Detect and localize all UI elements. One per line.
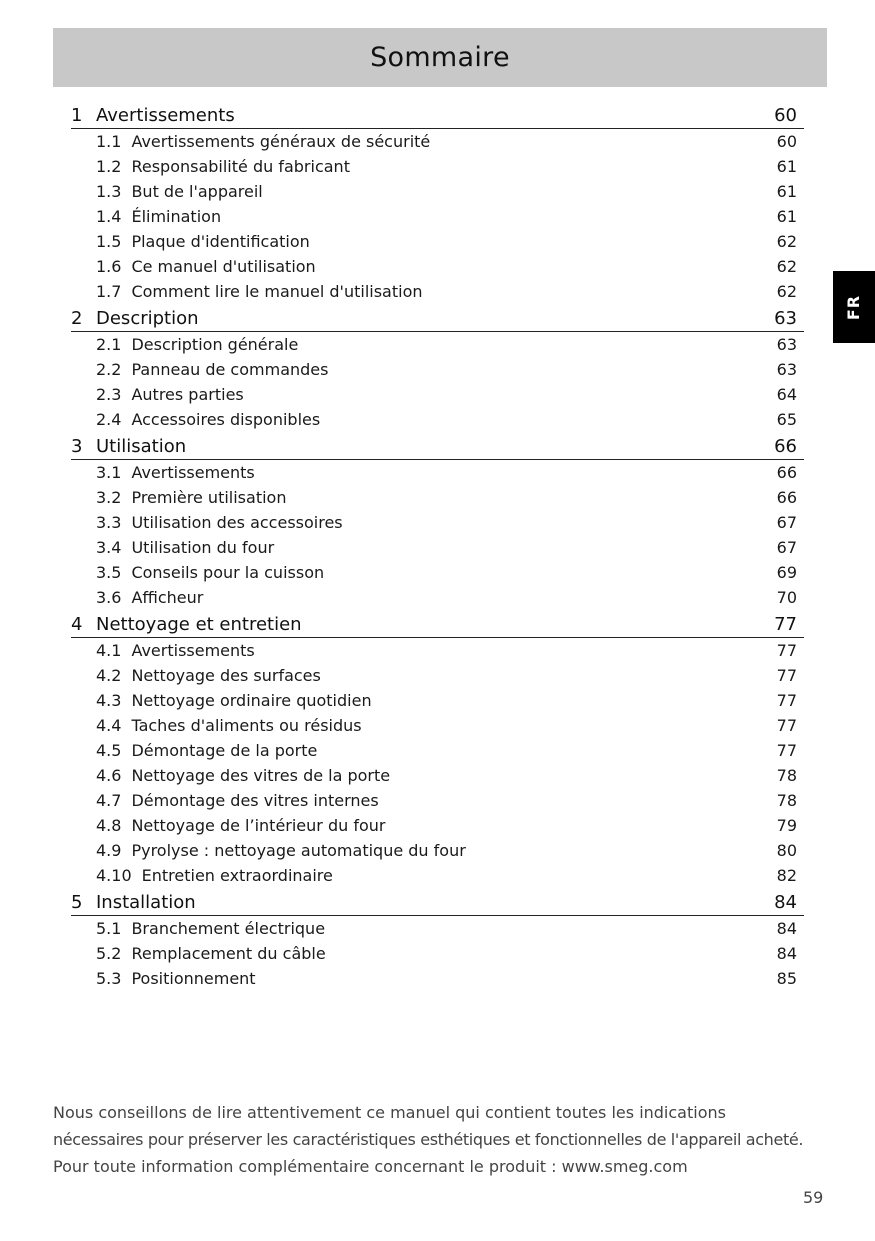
entry-number: 4.10 bbox=[96, 866, 132, 885]
entry-page-number: 85 bbox=[776, 969, 797, 988]
entry-page-number: 62 bbox=[776, 232, 797, 251]
entry-page-number: 80 bbox=[776, 841, 797, 860]
entry-title: Ce manuel d'utilisation bbox=[131, 257, 316, 276]
entry-title: Responsabilité du fabricant bbox=[131, 157, 350, 176]
entry-title: Panneau de commandes bbox=[131, 360, 329, 379]
entry-title: Utilisation des accessoires bbox=[131, 513, 343, 532]
entry-heading bbox=[96, 385, 244, 404]
entry-title: Élimination bbox=[131, 207, 222, 226]
language-label: FR bbox=[844, 294, 864, 320]
chapter-title: Description bbox=[96, 308, 199, 329]
entry-heading bbox=[96, 538, 274, 557]
toc-entry-2-2[interactable] bbox=[71, 357, 804, 382]
entry-heading bbox=[96, 232, 310, 251]
language-tab bbox=[833, 271, 875, 343]
entry-number: 4.6 bbox=[96, 766, 122, 785]
entry-title: Remplacement du câble bbox=[131, 944, 326, 963]
footer-line: Nous conseillons de lire attentivement ce manuel qui contient toutes les indications bbox=[53, 1103, 726, 1122]
page-header bbox=[53, 28, 827, 87]
toc-entry-4-10[interactable] bbox=[71, 863, 804, 888]
entry-page-number: 60 bbox=[776, 132, 797, 151]
entry-number: 2.1 bbox=[96, 335, 122, 354]
toc-entry-4-9[interactable] bbox=[71, 838, 804, 863]
entry-page-number: 84 bbox=[776, 944, 797, 963]
entry-page-number: 61 bbox=[776, 182, 797, 201]
entry-number: 4.8 bbox=[96, 816, 122, 835]
entry-page-number: 77 bbox=[776, 741, 797, 760]
entry-heading bbox=[96, 841, 466, 860]
entry-heading bbox=[96, 282, 423, 301]
entry-title: Description générale bbox=[131, 335, 299, 354]
entry-page-number: 63 bbox=[776, 335, 797, 354]
chapter-title: Avertissements bbox=[96, 105, 235, 126]
chapter-heading bbox=[71, 308, 199, 329]
toc-chapter-2[interactable] bbox=[71, 304, 804, 332]
entry-title: Conseils pour la cuisson bbox=[131, 563, 325, 582]
footer-line: nécessaires pour préserver les caractéristiques esthétiques et fonctionnelles de l'appareil acheté. bbox=[53, 1130, 804, 1149]
entry-heading bbox=[96, 666, 321, 685]
entry-title: Taches d'aliments ou résidus bbox=[131, 716, 362, 735]
chapter-number: 4 bbox=[71, 614, 83, 635]
toc-entry-1-5[interactable] bbox=[71, 229, 804, 254]
entry-heading bbox=[96, 157, 350, 176]
entry-heading bbox=[96, 513, 343, 532]
toc-entry-2-4[interactable] bbox=[71, 407, 804, 432]
entry-heading bbox=[96, 360, 328, 379]
entry-heading bbox=[96, 716, 362, 735]
entry-heading bbox=[96, 741, 317, 760]
entry-page-number: 66 bbox=[776, 463, 797, 482]
page-number: 59 bbox=[803, 1188, 824, 1207]
entry-title: Première utilisation bbox=[131, 488, 287, 507]
entry-number: 3.2 bbox=[96, 488, 122, 507]
entry-title: Pyrolyse : nettoyage automatique du four bbox=[131, 841, 466, 860]
entry-page-number: 67 bbox=[776, 538, 797, 557]
entry-number: 3.1 bbox=[96, 463, 122, 482]
entry-page-number: 64 bbox=[776, 385, 797, 404]
entry-number: 5.1 bbox=[96, 919, 122, 938]
entry-title: Démontage de la porte bbox=[131, 741, 318, 760]
entry-title: Nettoyage de l’intérieur du four bbox=[131, 816, 386, 835]
chapter-page-number: 84 bbox=[774, 892, 797, 913]
entry-number: 2.2 bbox=[96, 360, 122, 379]
toc-entry-5-2[interactable] bbox=[71, 941, 804, 966]
entry-page-number: 78 bbox=[776, 791, 797, 810]
entry-number: 2.3 bbox=[96, 385, 122, 404]
entry-title: Avertissements généraux de sécurité bbox=[131, 132, 431, 151]
entry-number: 1.6 bbox=[96, 257, 122, 276]
entry-title: Branchement électrique bbox=[131, 919, 326, 938]
entry-page-number: 77 bbox=[776, 641, 797, 660]
entry-page-number: 61 bbox=[776, 157, 797, 176]
entry-heading bbox=[96, 463, 255, 482]
chapter-title: Nettoyage et entretien bbox=[96, 614, 302, 635]
entry-heading bbox=[96, 919, 325, 938]
toc-entry-4-4[interactable] bbox=[71, 713, 804, 738]
entry-number: 4.4 bbox=[96, 716, 122, 735]
entry-page-number: 84 bbox=[776, 919, 797, 938]
toc-entry-3-1[interactable] bbox=[71, 460, 804, 485]
entry-heading bbox=[96, 816, 385, 835]
chapter-number: 5 bbox=[71, 892, 83, 913]
entry-number: 3.6 bbox=[96, 588, 122, 607]
toc-entry-5-1[interactable] bbox=[71, 916, 804, 941]
toc-entry-3-6[interactable] bbox=[71, 585, 804, 610]
chapter-number: 2 bbox=[71, 308, 83, 329]
toc-entry-1-6[interactable] bbox=[71, 254, 804, 279]
entry-title: Afficheur bbox=[131, 588, 204, 607]
chapter-page-number: 60 bbox=[774, 105, 797, 126]
toc-chapter-3[interactable] bbox=[71, 432, 804, 460]
toc-entry-3-3[interactable] bbox=[71, 510, 804, 535]
toc-entry-4-7[interactable] bbox=[71, 788, 804, 813]
entry-number: 1.5 bbox=[96, 232, 122, 251]
entry-page-number: 79 bbox=[776, 816, 797, 835]
toc-entry-1-3[interactable] bbox=[71, 179, 804, 204]
entry-heading bbox=[96, 641, 255, 660]
entry-number: 1.3 bbox=[96, 182, 122, 201]
entry-title: Nettoyage des vitres de la porte bbox=[131, 766, 391, 785]
entry-title: Avertissements bbox=[131, 641, 255, 660]
entry-title: Nettoyage des surfaces bbox=[131, 666, 321, 685]
page-title: Sommaire bbox=[370, 42, 510, 73]
chapter-heading bbox=[71, 614, 302, 635]
entry-number: 2.4 bbox=[96, 410, 122, 429]
entry-heading bbox=[96, 488, 286, 507]
entry-page-number: 77 bbox=[776, 666, 797, 685]
entry-page-number: 77 bbox=[776, 691, 797, 710]
chapter-number: 1 bbox=[71, 105, 83, 126]
entry-title: Démontage des vitres internes bbox=[131, 791, 379, 810]
chapter-heading bbox=[71, 892, 196, 913]
entry-number: 1.4 bbox=[96, 207, 122, 226]
entry-heading bbox=[96, 766, 390, 785]
chapter-heading bbox=[71, 105, 235, 126]
entry-title: But de l'appareil bbox=[131, 182, 263, 201]
chapter-title: Installation bbox=[96, 892, 196, 913]
footer-note bbox=[53, 1099, 843, 1180]
entry-number: 4.3 bbox=[96, 691, 122, 710]
entry-number: 3.3 bbox=[96, 513, 122, 532]
toc-entry-4-6[interactable] bbox=[71, 763, 804, 788]
entry-title: Accessoires disponibles bbox=[131, 410, 321, 429]
entry-number: 4.2 bbox=[96, 666, 122, 685]
entry-heading bbox=[96, 791, 379, 810]
entry-number: 4.9 bbox=[96, 841, 122, 860]
table-of-contents bbox=[71, 101, 804, 991]
entry-page-number: 63 bbox=[776, 360, 797, 379]
entry-title: Avertissements bbox=[131, 463, 255, 482]
entry-number: 4.7 bbox=[96, 791, 122, 810]
entry-page-number: 66 bbox=[776, 488, 797, 507]
footer-line: Pour toute information complémentaire concernant le produit : www.smeg.com bbox=[53, 1157, 688, 1176]
entry-heading bbox=[96, 944, 326, 963]
toc-entry-1-1[interactable] bbox=[71, 129, 804, 154]
entry-heading bbox=[96, 257, 316, 276]
chapter-page-number: 77 bbox=[774, 614, 797, 635]
entry-number: 4.5 bbox=[96, 741, 122, 760]
entry-page-number: 82 bbox=[776, 866, 797, 885]
toc-entry-5-3[interactable] bbox=[71, 966, 804, 991]
chapter-title: Utilisation bbox=[96, 436, 187, 457]
chapter-number: 3 bbox=[71, 436, 83, 457]
entry-heading bbox=[96, 588, 203, 607]
entry-title: Positionnement bbox=[131, 969, 256, 988]
toc-entry-4-8[interactable] bbox=[71, 813, 804, 838]
entry-page-number: 69 bbox=[776, 563, 797, 582]
entry-number: 3.5 bbox=[96, 563, 122, 582]
entry-heading bbox=[96, 563, 324, 582]
toc-chapter-5[interactable] bbox=[71, 888, 804, 916]
entry-heading bbox=[96, 132, 430, 151]
entry-heading bbox=[96, 182, 263, 201]
entry-number: 1.2 bbox=[96, 157, 122, 176]
entry-page-number: 78 bbox=[776, 766, 797, 785]
toc-chapter-4[interactable] bbox=[71, 610, 804, 638]
entry-heading bbox=[96, 691, 372, 710]
entry-page-number: 65 bbox=[776, 410, 797, 429]
entry-heading bbox=[96, 866, 333, 885]
toc-entry-1-4[interactable] bbox=[71, 204, 804, 229]
toc-entry-3-4[interactable] bbox=[71, 535, 804, 560]
entry-page-number: 70 bbox=[776, 588, 797, 607]
entry-number: 4.1 bbox=[96, 641, 122, 660]
toc-entry-3-5[interactable] bbox=[71, 560, 804, 585]
entry-number: 5.2 bbox=[96, 944, 122, 963]
entry-page-number: 61 bbox=[776, 207, 797, 226]
entry-title: Comment lire le manuel d'utilisation bbox=[131, 282, 423, 301]
chapter-page-number: 63 bbox=[774, 308, 797, 329]
entry-number: 1.1 bbox=[96, 132, 122, 151]
toc-entry-4-2[interactable] bbox=[71, 663, 804, 688]
toc-entry-3-2[interactable] bbox=[71, 485, 804, 510]
entry-number: 5.3 bbox=[96, 969, 122, 988]
entry-page-number: 77 bbox=[776, 716, 797, 735]
toc-entry-1-7[interactable] bbox=[71, 279, 804, 304]
entry-heading bbox=[96, 207, 221, 226]
toc-entry-4-3[interactable] bbox=[71, 688, 804, 713]
entry-title: Utilisation du four bbox=[131, 538, 275, 557]
toc-entry-4-5[interactable] bbox=[71, 738, 804, 763]
entry-title: Nettoyage ordinaire quotidien bbox=[131, 691, 372, 710]
chapter-heading bbox=[71, 436, 186, 457]
toc-entry-1-2[interactable] bbox=[71, 154, 804, 179]
entry-page-number: 62 bbox=[776, 282, 797, 301]
entry-number: 1.7 bbox=[96, 282, 122, 301]
toc-entry-2-1[interactable] bbox=[71, 332, 804, 357]
entry-title: Entretien extraordinaire bbox=[141, 866, 333, 885]
entry-title: Plaque d'identification bbox=[131, 232, 310, 251]
entry-page-number: 67 bbox=[776, 513, 797, 532]
entry-heading bbox=[96, 969, 256, 988]
entry-heading bbox=[96, 410, 320, 429]
chapter-page-number: 66 bbox=[774, 436, 797, 457]
toc-entry-4-1[interactable] bbox=[71, 638, 804, 663]
toc-entry-2-3[interactable] bbox=[71, 382, 804, 407]
entry-number: 3.4 bbox=[96, 538, 122, 557]
entry-page-number: 62 bbox=[776, 257, 797, 276]
toc-chapter-1[interactable] bbox=[71, 101, 804, 129]
entry-title: Autres parties bbox=[131, 385, 244, 404]
entry-heading bbox=[96, 335, 298, 354]
